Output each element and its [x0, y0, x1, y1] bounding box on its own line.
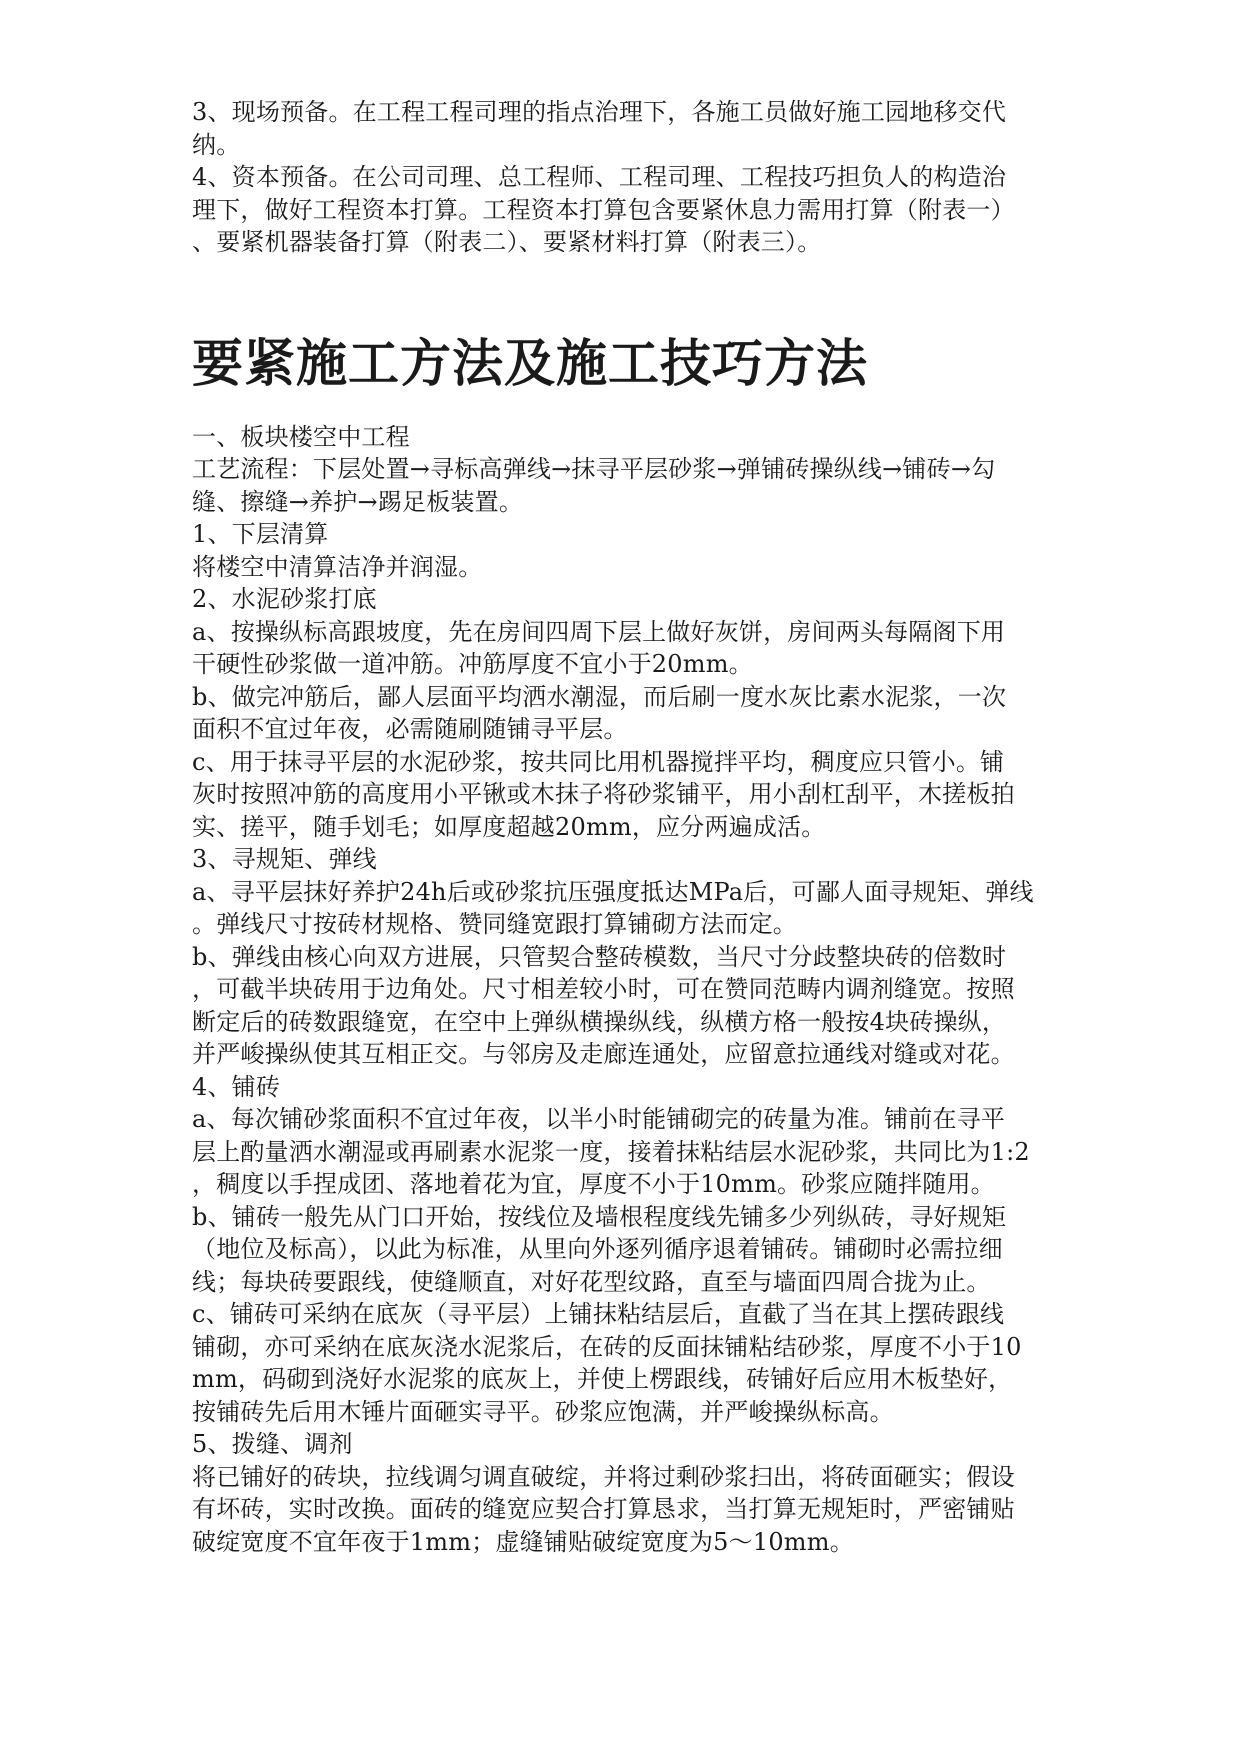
text-line: a、按操纵标高跟坡度，先在房间四周下层上做好灰饼，房间两头每隔阁下用: [192, 617, 1006, 646]
text-line: c、用于抹寻平层的水泥砂浆，按共同比用机器搅拌平均，稠度应只管小。铺: [192, 747, 1005, 776]
text-line: 纳。: [192, 130, 241, 159]
text-line: mm，码砌到浇好水泥浆的底灰上，并使上楞跟线，砖铺好后应用木板垫好，: [192, 1365, 1013, 1393]
text-line: （地位及标高），以此为标准，从里向外逐列循序退着铺砖。铺砌时必需拉细: [192, 1235, 1003, 1263]
text-line: 铺砌，亦可采纳在底灰浇水泥浆后，在砖的反面抹铺粘结砂浆，厚度不小于10: [192, 1332, 1022, 1361]
text-line: c、铺砖可采纳在底灰（寻平层）上铺抹粘结层后，直截了当在其上摆砖跟线: [192, 1300, 1005, 1328]
text-line: ，稠度以手捏成团、落地着花为宜，厚度不小于10mm。砂浆应随拌随用。: [192, 1170, 995, 1198]
text-line: 并严峻操纵使其互相正交。与邻房及走廊连通处，应留意拉通线对缝或对花。: [192, 1040, 1015, 1068]
text-line: 断定后的砖数跟缝宽，在空中上弹纵横操纵线，纵横方格一般按4块砖操纵，: [192, 1007, 1007, 1036]
text-line: 4、资本预备。在公司司理、总工程师、工程司理、工程技巧担负人的构造治: [192, 163, 1007, 191]
text-line: 工艺流程：下层处置→寻标高弹线→抹寻平层砂浆→弹铺砖操纵线→铺砖→勾: [192, 455, 996, 483]
text-line: 层上酌量洒水潮湿或再刷素水泥浆一度，接着抹粘结层水泥砂浆，共同比为1:2: [192, 1137, 1030, 1166]
text-line: 。弹线尺寸按砖材规格、赞同缝宽跟打算铺砌方法而定。: [192, 910, 797, 938]
text-line: 将已铺好的砖块，拉线调匀调直破绽，并将过剩砂浆扫出，将砖面砸实；假设: [192, 1462, 1015, 1491]
text-line: b、铺砖一般先从门口开始，按线位及墙根程度线先铺多少列纵砖，寻好规矩: [192, 1202, 1007, 1231]
text-line: a、寻平层抹好养护24h后或砂浆抗压强度抵达MPa后，可鄙人面寻规矩、弹线: [192, 877, 1034, 906]
body-section: [192, 421, 1052, 1559]
text-line: 一、板块楼空中工程: [192, 422, 410, 451]
text-line: 、要紧机器装备打算（附表二）、要紧材料打算（附表三）。: [192, 228, 822, 256]
text-line: 缝、擦缝→养护→踢足板装置。: [192, 487, 524, 516]
text-line: 2、水泥砂浆打底: [192, 585, 377, 613]
text-line: 4、铺砖: [192, 1072, 281, 1101]
text-line: a、每次铺砂浆面积不宜过年夜，以半小时能铺砌完的砖量为准。铺前在寻平: [192, 1105, 1006, 1133]
text-line: 破绽宽度不宜年夜于1mm；虚缝铺贴破绽宽度为5～10mm。: [192, 1527, 854, 1556]
text-line: b、弹线由核心向双方进展，只管契合整砖模数，当尺寸分歧整块砖的倍数时: [192, 942, 1007, 971]
text-line: b、做完冲筋后，鄙人层面平均洒水潮湿，而后刷一度水灰比素水泥浆，一次: [192, 682, 1007, 711]
text-line: 3、寻规矩、弹线: [192, 845, 377, 873]
text-line: 3、现场预备。在工程工程司理的指点治理下，各施工员做好施工园地移交代: [192, 98, 1007, 126]
text-line: 有坏砖，实时改换。面砖的缝宽应契合打算恳求，当打算无规矩时，严密铺贴: [192, 1495, 1015, 1523]
text-line: 1、下层清算: [192, 520, 329, 548]
text-line: ，可截半块砖用于边角处。尺寸相差较小时，可在赞同范畴内调剂缝宽。按照: [192, 975, 1015, 1003]
text-line: 灰时按照冲筋的高度用小平锹或木抹子将砂浆铺平，用小刮杠刮平，木搓板拍: [192, 780, 1015, 808]
text-line: 5、拨缝、调剂: [192, 1430, 353, 1458]
text-line: 理下，做好工程资本打算。工程资本打算包含要紧休息力需用打算（附表一）: [192, 195, 1015, 224]
text-line: 干硬性砂浆做一道冲筋。冲筋厚度不宜小于20mm。: [192, 650, 753, 678]
document-page: [192, 96, 1052, 1558]
intro-section: [192, 96, 1052, 259]
text-line: 线；每块砖要跟线，使缝顺直，对好花型纹路，直至与墙面四周合拢为止。: [192, 1267, 991, 1296]
text-line: 实、搓平，随手划毛；如厚度超越20mm，应分两遍成活。: [192, 812, 826, 841]
text-line: 将楼空中清算洁净并润湿。: [192, 552, 483, 581]
section-title: 要紧施工方法及施工技巧方法: [192, 334, 869, 394]
text-line: 面积不宜过年夜，必需随刷随铺寻平层。: [192, 715, 628, 743]
text-line: 按铺砖先后用木锤片面砸实寻平。砂浆应饱满，并严峻操纵标高。: [192, 1397, 894, 1426]
